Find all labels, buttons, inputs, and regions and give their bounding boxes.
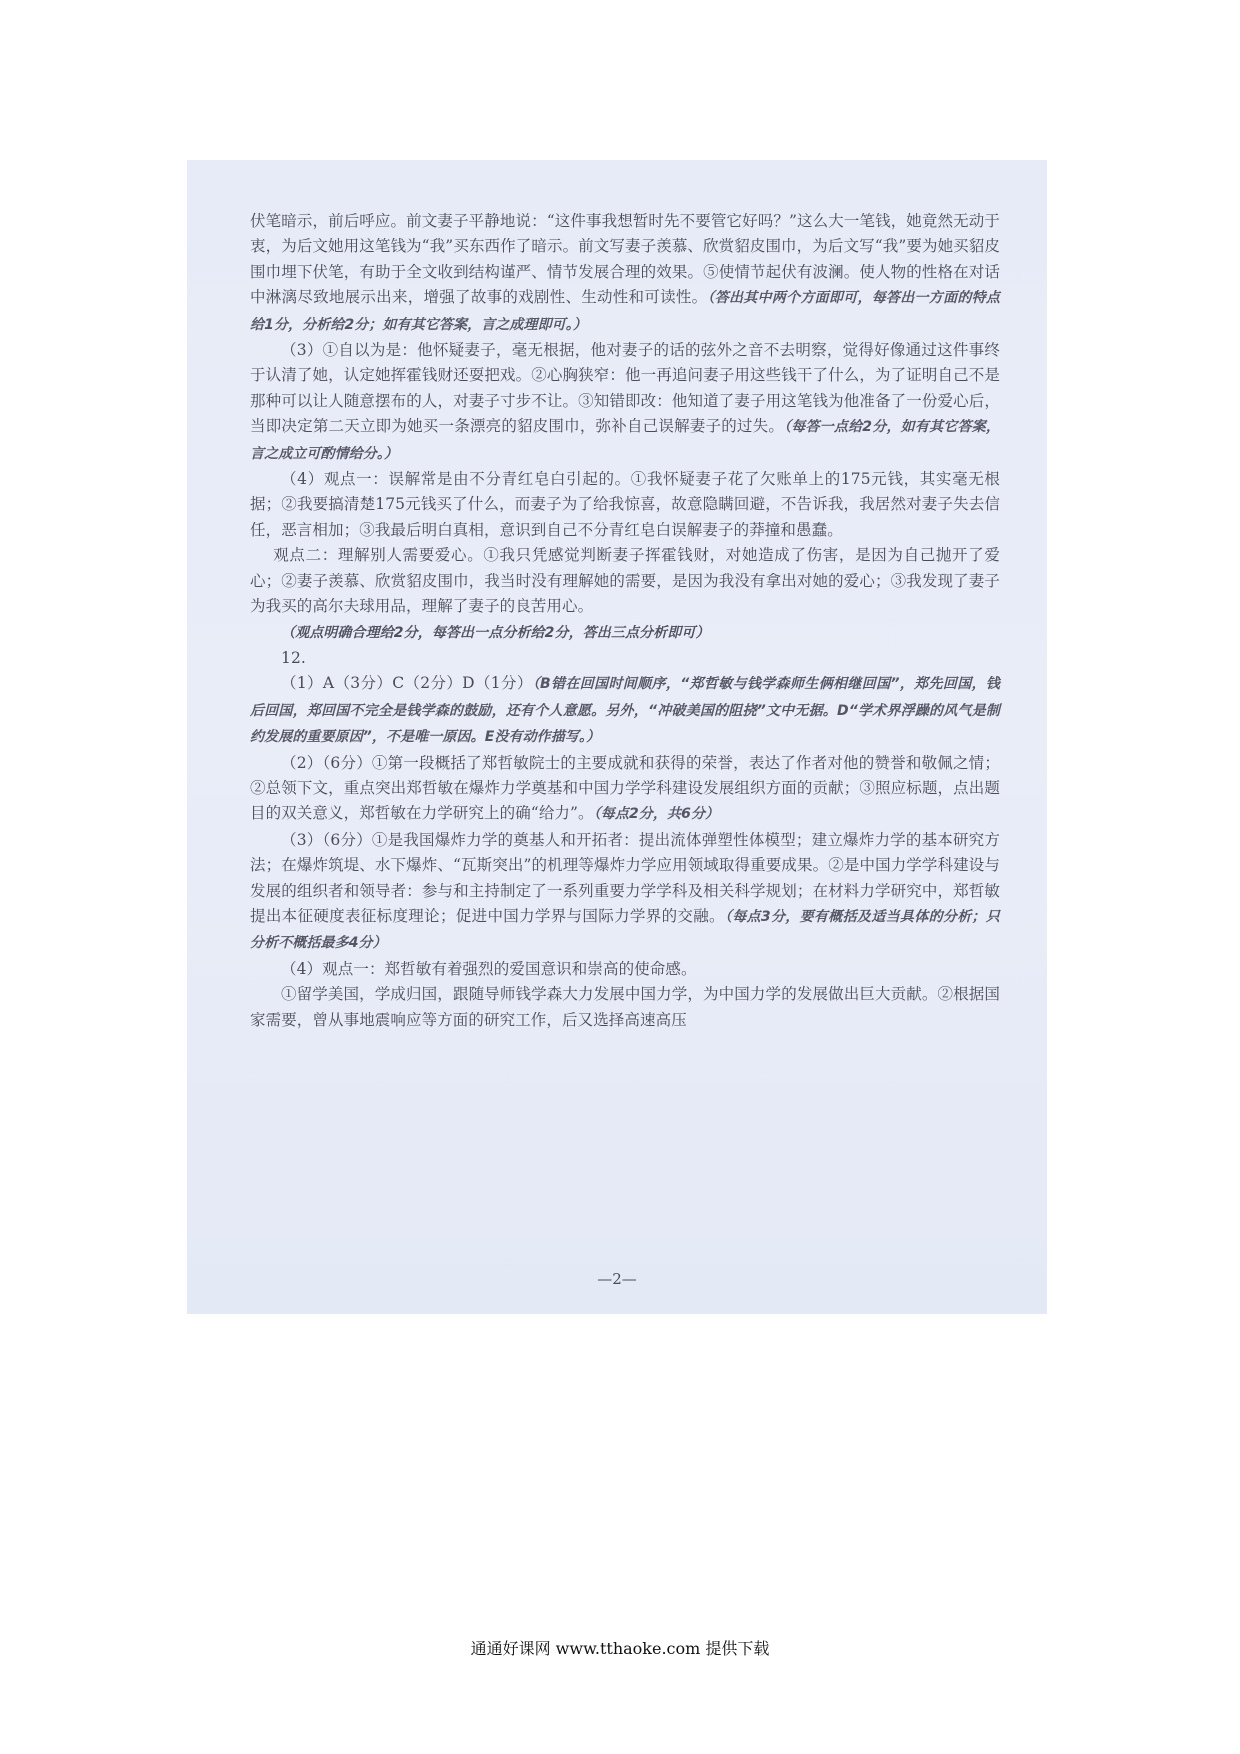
paragraph-text: （4）观点一：误解常是由不分青红皂白引起的。①我怀疑妻子花了欠账单上的175元钱，其实毫无根据；②我要搞清楚175元钱买了什么，而妻子为了给我惊喜，故意隐瞒回避，不告诉我，我居然对妻子失去信任，恶言相加；③我最后明白真相，意识到自己不分青红皂白误解妻子的莽撞和愚蠢。 (250, 470, 1000, 539)
paragraph-4 (250, 543, 1000, 619)
scoring-note: （B错在回国时间顺序，“郑哲敏与钱学森师生俩相继回国”，郑先回国，钱后回国，郑回国不完全是钱学森的鼓励，还有个人意愿。另外，“冲破美国的阻挠”文中无据。D“学术界浮躁的风气是制约发展的重要原因”，不是唯一原因。E没有动作描写。） (250, 676, 1000, 746)
paragraph-text: ①留学美国，学成归国，跟随导师钱学森大力发展中国力学，为中国力学的发展做出巨大贡献。②根据国家需要，曾从事地震响应等方面的研究工作，后又选择高速高压 (250, 985, 1000, 1029)
answer-text (250, 209, 1000, 1033)
scoring-note: （每点2分，共6分） (593, 806, 720, 823)
footer-credit: 通通好课网 www.tthaoke.com 提供下载 (470, 1639, 770, 1658)
paragraph-text: （3）①自以为是：他怀疑妻子，毫无根据，他对妻子的话的弦外之音不去明察，觉得好像通过这件事终于认清了她，认定她挥霍钱财还耍把戏。②心胸狭窄：他一再追问妻子用这些钱干了什么，为了证明自己不是那种可以让人随意摆布的人，对妻子寸步不让。③知错即改：他知道了妻子用这笔钱为他准备了一份爱心后，当即决定第二天立即为她买一条漂亮的貂皮围巾，弥补自己误解妻子的过失。 (250, 341, 1000, 436)
paragraph-8 (250, 751, 1000, 828)
paragraph-2 (250, 338, 1000, 467)
paragraph-text: 观点二：理解别人需要爱心。①我只凭感觉判断妻子挥霍钱财，对她造成了伤害，是因为自己抛开了爱心；②妻子羡慕、欣赏貂皮围巾，我当时没有理解她的需要，是因为我没有拿出对她的爱心；③我发现了妻子为我买的高尔夫球用品，理解了妻子的良苦用心。 (250, 546, 1000, 616)
scoring-note: （观点明确合理给2分，每答出一点分析给2分，答出三点分析即可） (281, 624, 710, 641)
paragraph-10 (250, 957, 1000, 982)
scoring-note: （每点3分，要有概括及适当具体的分析；只分析不概括最多4分） (250, 908, 1000, 952)
paragraph-text: 12. (281, 648, 306, 667)
scanned-page (187, 160, 1047, 1314)
paragraph-11 (250, 982, 1000, 1033)
paragraph-text: （1）A（3分）C（2分）D（1分） (281, 674, 533, 693)
paragraph-text: 伏笔暗示，前后呼应。前文妻子平静地说：“这件事我想暂时先不要管它好吗？”这么大一笔钱，她竟然无动于衷，为后文她用这笔钱为“我”买东西作了暗示。前文写妻子羡慕、欣赏貂皮围巾，为后文写“我”要为她买貂皮围巾埋下伏笔，有助于全文收到结构谨严、情节发展合理的效果。⑤使情节起伏有波澜。使人物的性格在对话中淋漓尽致地展示出来，增强了故事的戏剧性、生动性和可读性。 (250, 212, 1000, 307)
paragraph-5 (250, 620, 1000, 646)
question-number (250, 646, 1000, 671)
paragraph-text: （3）（6分）①是我国爆炸力学的奠基人和开拓者：提出流体弹塑性体模型；建立爆炸力学的基本研究方法；在爆炸筑堤、水下爆炸、“瓦斯突出”的机理等爆炸力学应用领域取得重要成果。②是中国力学学科建设与发展的组织者和领导者：参与和主持制定了一系列重要力学学科及相关科学规划；在材料力学研究中，郑哲敏提出本征硬度表征标度理论；促进中国力学界与国际力学界的交融。 (250, 830, 1000, 925)
paragraph-9 (250, 828, 1000, 957)
paragraph-3 (250, 467, 1000, 543)
paragraph-text: （2）（6分）①第一段概括了郑哲敏院士的主要成就和获得的荣誉，表达了作者对他的赞誉和敬佩之情；②总领下文，重点突出郑哲敏在爆炸力学奠基和中国力学学科建设发展组织方面的贡献；③照应标题，点出题目的双关意义，郑哲敏在力学研究上的确“给力”。 (250, 753, 1000, 823)
scoring-note: （每答一点给2分，如有其它答案，言之成立可酌情给分。） (250, 419, 1000, 462)
page-number: —2— (597, 1270, 637, 1288)
scoring-note: （答出其中两个方面即可，每答出一方面的特点给1分，分析给2分；如有其它答案，言之成理即可。） (250, 290, 1000, 333)
paragraph-7 (250, 671, 1000, 750)
paragraph-1 (250, 209, 1000, 338)
paragraph-text: （4）观点一：郑哲敏有着强烈的爱国意识和崇高的使命感。 (281, 959, 697, 978)
